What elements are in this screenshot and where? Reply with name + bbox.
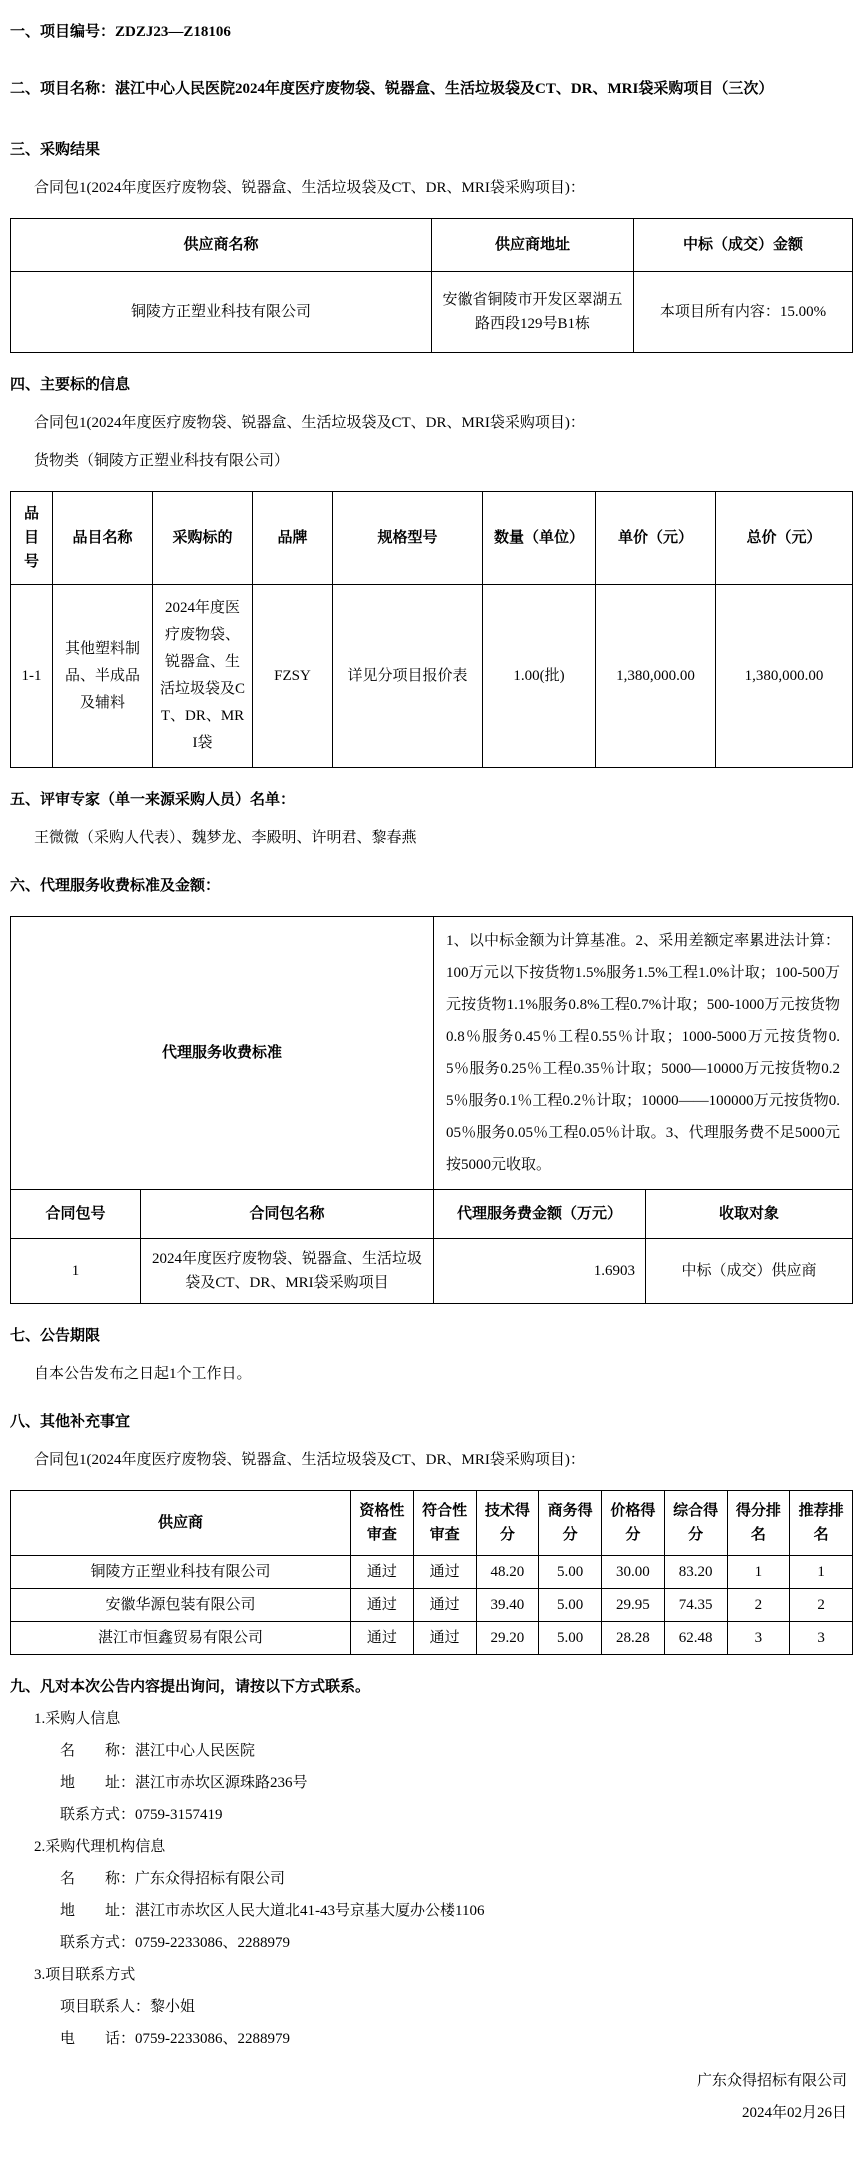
award-amount-header: 中标（成交）金额 bbox=[634, 219, 853, 272]
table-header-row bbox=[11, 492, 853, 585]
conformity-cell: 通过 bbox=[413, 1556, 476, 1589]
fee-amount-cell: 1.6903 bbox=[434, 1239, 646, 1304]
section-heading-contact: 九、凡对本次公告内容提出询问，请按以下方式联系。 bbox=[10, 1679, 371, 1695]
package-name-cell: 2024年度医疗废物袋、锐器盒、生活垃圾袋及CT、DR、MRI袋采购项目 bbox=[141, 1239, 434, 1304]
score-rank-cell: 2 bbox=[727, 1589, 790, 1622]
table-row bbox=[11, 272, 853, 353]
table-row bbox=[11, 1622, 853, 1655]
composite-score-header: 综合得分 bbox=[664, 1491, 727, 1556]
total-price-header: 总价（元） bbox=[716, 492, 853, 585]
project-contact-person-line: 项目联系人：黎小姐 bbox=[60, 1999, 196, 2015]
total-price-cell: 1,380,000.00 bbox=[716, 585, 853, 768]
unit-price-header: 单价（元） bbox=[596, 492, 716, 585]
section-heading-supplementary: 八、其他补充事宜 bbox=[10, 1414, 131, 1430]
recommend-rank-cell: 1 bbox=[790, 1556, 853, 1589]
score-rank-header: 得分排名 bbox=[727, 1491, 790, 1556]
award-amount-cell: 本项目所有内容：15.00% bbox=[634, 272, 853, 353]
buyer-address-line: 地 址：湛江市赤坎区源珠路236号 bbox=[60, 1775, 308, 1791]
qualification-cell: 通过 bbox=[351, 1556, 414, 1589]
composite-score-cell: 62.48 bbox=[664, 1622, 727, 1655]
conformity-cell: 通过 bbox=[413, 1589, 476, 1622]
table-row bbox=[11, 1589, 853, 1622]
conformity-review-header: 符合性审查 bbox=[413, 1491, 476, 1556]
business-score-cell: 5.00 bbox=[539, 1622, 602, 1655]
eval-supplier-header: 供应商 bbox=[11, 1491, 351, 1556]
fee-standard-text-cell: 1、以中标金额为计算基准。2、采用差额定率累进法计算：100万元以下按货物1.5%服务1.5%工程1.0%计取；100-500万元按货物1.1%服务0.8%工程0.7%计取；500-1000万元按货物0.8％服务0.45％工程0.55％计取；1000-5000万元按货物0.5％服务0.25％工程0.35％计取；5000—10000万元按货物0.25％服务0.1％工程0.2％计取；10000——100000万元按货物0.05％服务0.05％工程0.05％计取。3、代理服务费不足5000元按5000元收取。 bbox=[434, 917, 853, 1190]
announcement-period-text: 自本公告发布之日起1个工作日。 bbox=[34, 1366, 252, 1382]
eval-supplier-cell: 湛江市恒鑫贸易有限公司 bbox=[11, 1622, 351, 1655]
expert-names: 王微微（采购人代表）、魏梦龙、李殿明、许明君、黎春燕 bbox=[34, 830, 417, 846]
composite-score-cell: 74.35 bbox=[664, 1589, 727, 1622]
price-score-cell: 29.95 bbox=[602, 1589, 665, 1622]
agency-phone-line: 联系方式：0759-2233086、2288979 bbox=[60, 1935, 290, 1951]
table-row bbox=[11, 1239, 853, 1304]
unit-price-cell: 1,380,000.00 bbox=[596, 585, 716, 768]
business-score-cell: 5.00 bbox=[539, 1556, 602, 1589]
table-header-row bbox=[11, 1491, 853, 1556]
result-package-intro: 合同包1(2024年度医疗废物袋、锐器盒、生活垃圾袋及CT、DR、MRI袋采购项目)： bbox=[34, 180, 585, 196]
score-rank-cell: 3 bbox=[727, 1622, 790, 1655]
project-contact-phone-line: 电 话：0759-2233086、2288979 bbox=[60, 2031, 290, 2047]
table-row bbox=[11, 917, 853, 1190]
recommend-rank-header: 推荐排名 bbox=[790, 1491, 853, 1556]
supplier-address-header: 供应商地址 bbox=[432, 219, 634, 272]
package-no-cell: 1 bbox=[11, 1239, 141, 1304]
buyer-name-line: 名 称：湛江中心人民医院 bbox=[60, 1743, 256, 1759]
package-no-header: 合同包号 bbox=[11, 1190, 141, 1239]
composite-score-cell: 83.20 bbox=[664, 1556, 727, 1589]
spec-model-cell: 详见分项目报价表 bbox=[333, 585, 483, 768]
signature-block bbox=[10, 2065, 853, 2129]
qualification-cell: 通过 bbox=[351, 1622, 414, 1655]
spec-model-header: 规格型号 bbox=[333, 492, 483, 585]
business-score-header: 商务得分 bbox=[539, 1491, 602, 1556]
fee-amount-header: 代理服务费金额（万元） bbox=[434, 1190, 646, 1239]
agency-address-line: 地 址：湛江市赤坎区人民大道北41-43号京基大厦办公楼1106 bbox=[60, 1903, 485, 1919]
subject-table bbox=[10, 491, 853, 768]
technical-score-header: 技术得分 bbox=[476, 1491, 539, 1556]
section-heading-subject-info: 四、主要标的信息 bbox=[10, 377, 131, 393]
supplementary-package-intro: 合同包1(2024年度医疗废物袋、锐器盒、生活垃圾袋及CT、DR、MRI袋采购项目)： bbox=[34, 1452, 585, 1468]
recommend-rank-cell: 2 bbox=[790, 1589, 853, 1622]
eval-supplier-cell: 铜陵方正塑业科技有限公司 bbox=[11, 1556, 351, 1589]
signature-org: 广东众得招标有限公司 bbox=[696, 2073, 847, 2089]
section-heading-agency-fee: 六、代理服务收费标准及金额： bbox=[10, 878, 221, 894]
table-header-row bbox=[11, 219, 853, 272]
price-score-cell: 30.00 bbox=[602, 1556, 665, 1589]
agency-fee-table bbox=[10, 916, 853, 1304]
section-heading-experts: 五、评审专家（单一来源采购人员）名单： bbox=[10, 792, 296, 808]
table-row bbox=[11, 585, 853, 768]
recommend-rank-cell: 3 bbox=[790, 1622, 853, 1655]
technical-score-cell: 39.40 bbox=[476, 1589, 539, 1622]
quantity-cell: 1.00(批) bbox=[483, 585, 596, 768]
price-score-cell: 28.28 bbox=[602, 1622, 665, 1655]
result-table bbox=[10, 218, 853, 353]
section-heading-project-number: 一、项目编号：ZDZJ23—Z18106 bbox=[10, 24, 231, 40]
fee-payer-header: 收取对象 bbox=[646, 1190, 853, 1239]
technical-score-cell: 48.20 bbox=[476, 1556, 539, 1589]
evaluation-table bbox=[10, 1490, 853, 1655]
table-header-row bbox=[11, 1190, 853, 1239]
section-heading-announcement-period: 七、公告期限 bbox=[10, 1328, 101, 1344]
brand-cell: FZSY bbox=[253, 585, 333, 768]
signature-date: 2024年02月26日 bbox=[741, 2105, 847, 2121]
qualification-cell: 通过 bbox=[351, 1589, 414, 1622]
agency-name-line: 名 称：广东众得招标有限公司 bbox=[60, 1871, 286, 1887]
buyer-info-title: 1.采购人信息 bbox=[34, 1711, 121, 1727]
fee-payer-cell: 中标（成交）供应商 bbox=[646, 1239, 853, 1304]
package-name-header: 合同包名称 bbox=[141, 1190, 434, 1239]
supplier-name-cell: 铜陵方正塑业科技有限公司 bbox=[11, 272, 432, 353]
supplier-address-cell: 安徽省铜陵市开发区翠湖五路西段129号B1栋 bbox=[432, 272, 634, 353]
fee-standard-label-cell: 代理服务收费标准 bbox=[11, 917, 434, 1190]
price-score-header: 价格得分 bbox=[602, 1491, 665, 1556]
buyer-phone-line: 联系方式：0759-3157419 bbox=[60, 1807, 223, 1823]
technical-score-cell: 29.20 bbox=[476, 1622, 539, 1655]
project-contact-title: 3.项目联系方式 bbox=[34, 1967, 136, 1983]
procurement-subject-cell: 2024年度医疗废物袋、锐器盒、生活垃圾袋及CT、DR、MRI袋 bbox=[153, 585, 253, 768]
supplier-name-header: 供应商名称 bbox=[11, 219, 432, 272]
brand-header: 品牌 bbox=[253, 492, 333, 585]
agency-info-title: 2.采购代理机构信息 bbox=[34, 1839, 166, 1855]
conformity-cell: 通过 bbox=[413, 1622, 476, 1655]
quantity-header: 数量（单位） bbox=[483, 492, 596, 585]
procurement-subject-header: 采购标的 bbox=[153, 492, 253, 585]
item-name-cell: 其他塑料制品、半成品及辅料 bbox=[53, 585, 153, 768]
qualification-review-header: 资格性审查 bbox=[351, 1491, 414, 1556]
section-heading-procurement-result: 三、采购结果 bbox=[10, 142, 101, 158]
subject-category-intro: 货物类（铜陵方正塑业科技有限公司） bbox=[34, 453, 290, 469]
item-no-cell: 1-1 bbox=[11, 585, 53, 768]
eval-supplier-cell: 安徽华源包装有限公司 bbox=[11, 1589, 351, 1622]
table-row bbox=[11, 1556, 853, 1589]
business-score-cell: 5.00 bbox=[539, 1589, 602, 1622]
subject-package-intro: 合同包1(2024年度医疗废物袋、锐器盒、生活垃圾袋及CT、DR、MRI袋采购项目)： bbox=[34, 415, 585, 431]
score-rank-cell: 1 bbox=[727, 1556, 790, 1589]
item-no-header: 品目号 bbox=[11, 492, 53, 585]
section-heading-project-name: 二、项目名称：湛江中心人民医院2024年度医疗废物袋、锐器盒、生活垃圾袋及CT、DR、MRI袋采购项目（三次） bbox=[10, 81, 774, 97]
item-name-header: 品目名称 bbox=[53, 492, 153, 585]
